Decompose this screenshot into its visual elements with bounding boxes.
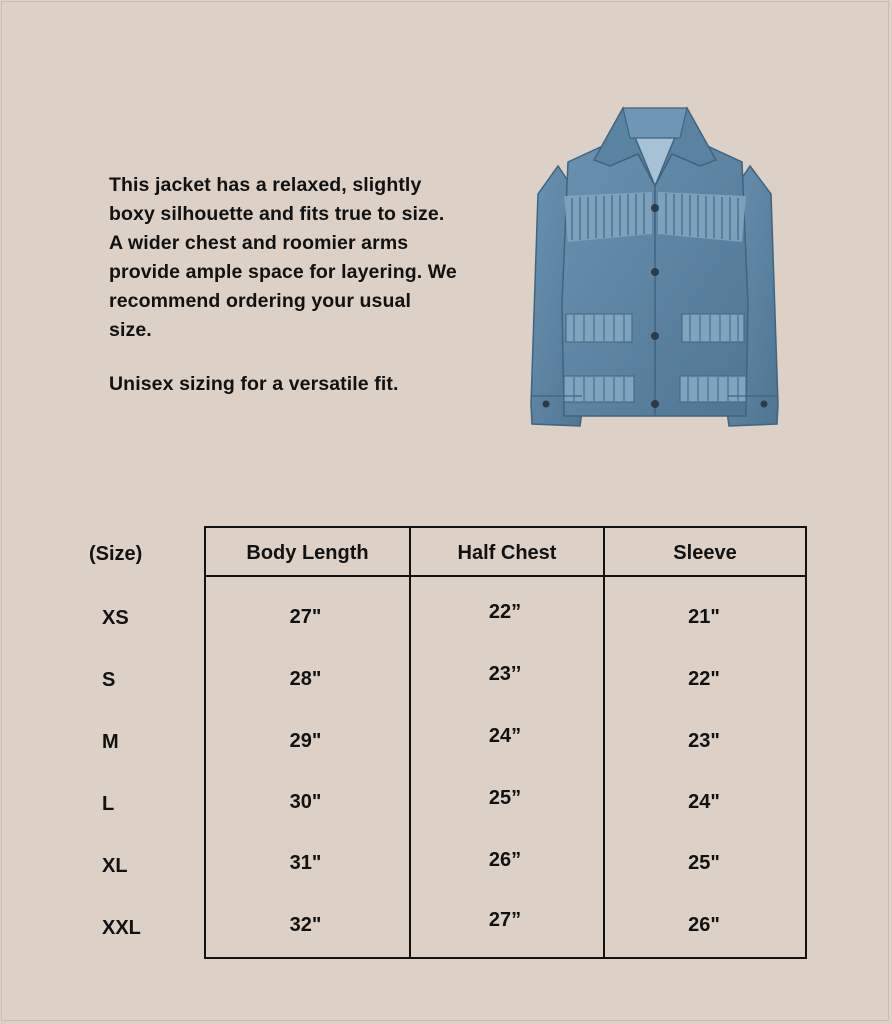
- half-chest-value: 22”: [488, 601, 522, 623]
- sleeve-value: 24": [688, 791, 720, 813]
- size-column-header: (Size): [89, 543, 143, 565]
- body-length-value: 27": [289, 606, 322, 628]
- size-label: XL: [102, 855, 128, 877]
- half-chest-value: 25”: [488, 787, 522, 809]
- size-label: XXL: [102, 917, 141, 939]
- sleeve-value: 23": [688, 730, 720, 752]
- size-label: M: [102, 731, 119, 753]
- half-chest-value: 27”: [488, 909, 522, 931]
- body-length-value: 30": [289, 791, 322, 813]
- header-body-length: Body Length: [246, 542, 369, 564]
- half-chest-value: 26”: [488, 849, 522, 871]
- sleeve-value: 22": [688, 668, 720, 690]
- unisex-note: Unisex sizing for a versatile fit.: [109, 373, 399, 395]
- header-half-chest: Half Chest: [457, 542, 557, 564]
- size-label: S: [102, 669, 116, 691]
- size-label: L: [102, 793, 115, 815]
- half-chest-value: 24”: [488, 725, 522, 747]
- sleeve-value: 25": [688, 852, 720, 874]
- sleeve-value: 21": [688, 606, 720, 628]
- header-divider: [206, 575, 805, 577]
- size-label: XS: [102, 607, 129, 629]
- half-chest-value: 23’’: [488, 663, 522, 685]
- body-length-value: 28": [289, 668, 322, 690]
- jacket-image: [528, 104, 782, 428]
- sleeve-value: 26": [688, 914, 720, 936]
- jacket-illustration: [528, 104, 782, 428]
- body-length-value: 29": [289, 730, 322, 752]
- body-length-value: 32": [289, 914, 322, 936]
- fit-paragraph: This jacket has a relaxed, slightly boxy silhouette and fits true to size. A wider chest and roomier arms provide ample space for layering. We recommend ordering your usual size.: [109, 174, 457, 341]
- fit-description: [109, 171, 459, 399]
- header-sleeve: Sleeve: [673, 542, 737, 564]
- body-length-value: 31": [289, 852, 322, 874]
